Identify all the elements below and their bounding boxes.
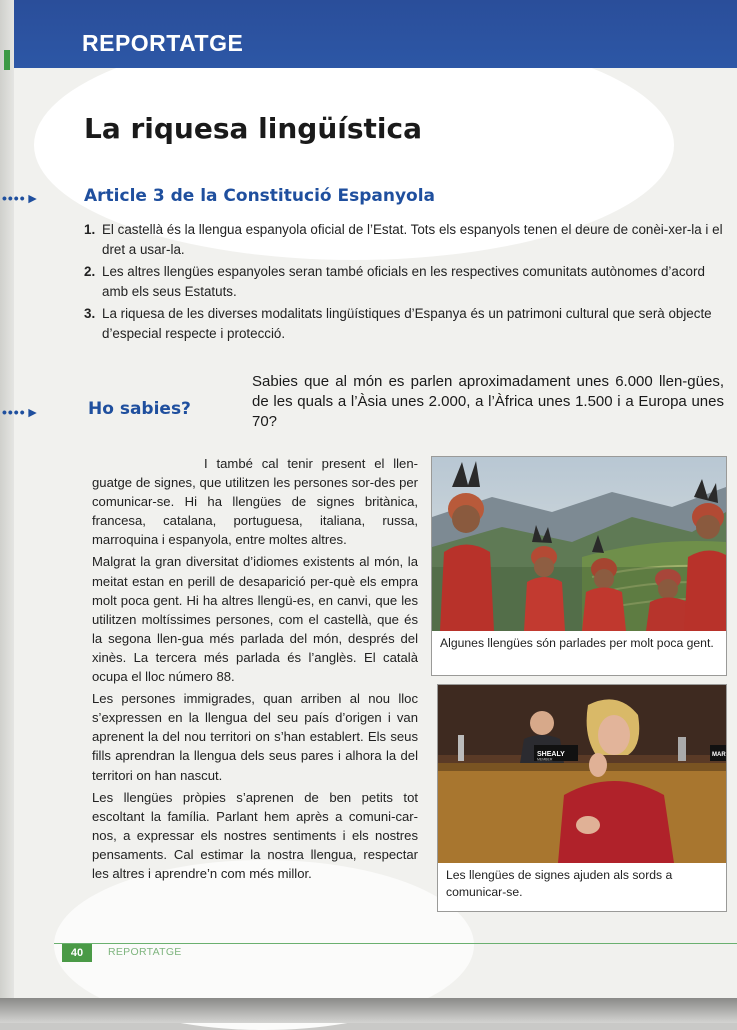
photo-caption: Les llengües de signes ajuden als sords a comunicar-se.	[446, 868, 673, 899]
item-text: La riquesa de les diverses modalitats lingüístiques d’Espanya és un patrimoni cultural que serà objecte d’especial respecte i protecció.	[102, 306, 712, 341]
nameplate-subtext: MEMBER	[537, 757, 553, 762]
nameplate-text: SHEALY	[537, 751, 565, 758]
body-paragraph: Les llengües pròpies s’aprenen de ben petits tot escoltant la família. Parlant hem après a comuni-car-nos, a expressar els nostres sentiments i els nostres pensaments. Cal estimar la nostra llengua, respectar les altres i aprendre’n com més millor.	[92, 789, 418, 881]
gutter-tab	[4, 50, 10, 70]
sign-language-image	[438, 685, 726, 863]
photo-caption: Algunes llengües són parlades per molt poca gent.	[440, 636, 714, 650]
did-you-know-heading: Ho sabies?	[88, 399, 191, 419]
item-text: Les altres llengües espanyoles seran també oficials en les respectives comunitats autònomes d’acord amb els seus Estatuts.	[102, 264, 705, 299]
list-item	[84, 220, 724, 260]
item-number: 2.	[84, 264, 96, 279]
body-paragraph: Les persones immigrades, quan arriben al nou lloc s’expressen en la llengua del seu país d’origen i van aprenent la del nou territori on s’han establert. Els seus fills aprendran la llengua dels seus pares i alhora la del territori on han nascut.	[92, 691, 418, 783]
photo-sign-language	[437, 684, 727, 912]
footer-section-label: REPORTATGE	[108, 946, 182, 958]
page-title: La riquesa lingüística	[84, 112, 423, 145]
scan-shadow	[0, 998, 737, 1023]
article-heading: Article 3 de la Constitució Espanyola	[84, 186, 436, 206]
did-you-know-text: Sabies que al món es parlen aproximadament unes 6.000 llen-gües, de les quals a l’Àsia unes 2.000, a l’Àfrica unes 1.500 i a Europa unes 70?	[252, 373, 724, 430]
list-item	[84, 262, 724, 302]
page-gutter	[0, 0, 14, 1003]
item-number: 1.	[84, 222, 96, 237]
article-body	[92, 454, 418, 886]
section-header-bar	[14, 0, 737, 68]
arrow-icon: ••••►	[2, 404, 41, 420]
item-text: El castellà és la llengua espanyola oficial de l’Estat. Tots els espanyols tenen el deure de conèi-xer-la i el dret a usar-la.	[102, 222, 723, 257]
section-label: REPORTATGE	[82, 30, 244, 56]
list-item	[84, 304, 724, 344]
body-paragraph: I també cal tenir present el llen-guatge de signes, que utilitzen les persones sor-des per comunicar-se. Hi ha llengües de signes britànica, francesa, catalana, portuguesa, italiana, russa, marroquina i espanyola, entre moltes altres.	[92, 456, 418, 548]
article-list	[84, 220, 724, 346]
terrace-people-image	[432, 457, 726, 631]
textbook-page	[2, 0, 737, 1003]
arrow-icon: ••••►	[2, 190, 41, 206]
body-paragraph: Malgrat la gran diversitat d’idiomes existents al món, la meitat estan en perill de desaparició per-què els empra molt poca gent. Hi ha altres llengü-es, en canvi, que les utilitzen moltíssimes persones, com el castellà, que és la segona llen-gua més parlada del món, després del xinès. La tercera més parlada és l’anglès. El català ocupa el lloc número 88.	[92, 554, 418, 685]
item-number: 3.	[84, 306, 96, 321]
photo-traditional-dress	[431, 456, 727, 676]
nameplate-text: MAR	[712, 752, 726, 758]
footer-rule	[54, 943, 737, 944]
page-number: 40	[62, 944, 92, 962]
